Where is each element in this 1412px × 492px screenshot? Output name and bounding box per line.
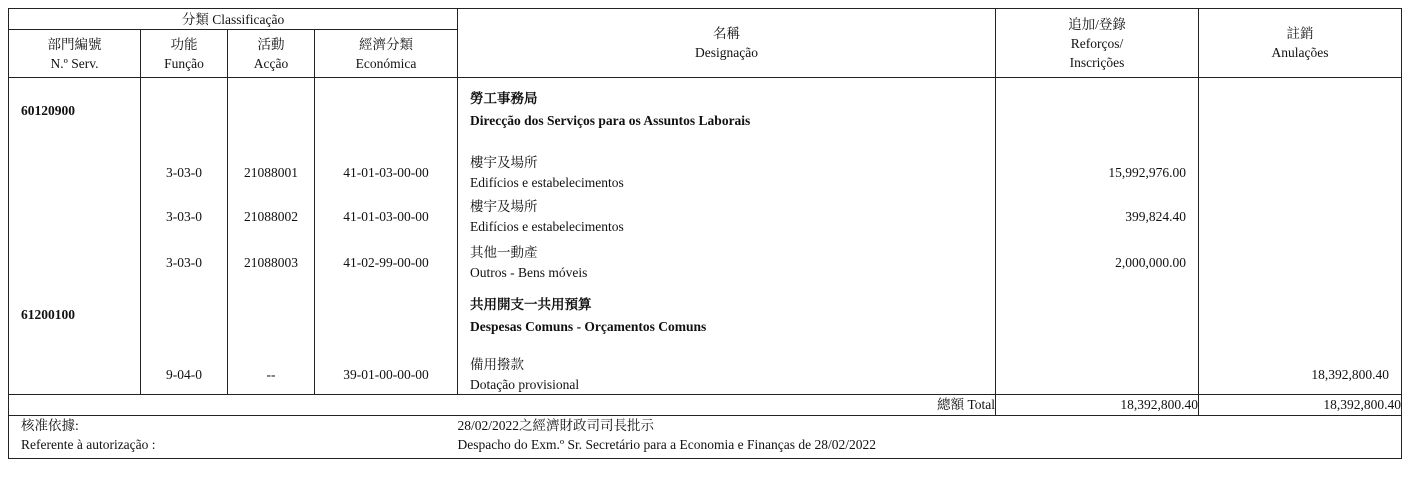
- designation-header: 名稱 Designação: [458, 9, 996, 78]
- reinforcement-amount: 399,824.40: [1125, 209, 1187, 224]
- budget-sheet: [8, 8, 1401, 480]
- function-code: 3-03-0: [166, 255, 202, 270]
- economic-code: 41-01-03-00-00: [343, 165, 429, 180]
- economic-header: 經濟分類 Económica: [315, 30, 458, 78]
- total-cancellations: 18,392,800.40: [1199, 395, 1402, 416]
- economic-code: 41-02-99-00-00: [343, 255, 429, 270]
- reinforcement-amount: 15,992,976.00: [1108, 165, 1187, 180]
- designation-zh: 共用開支一共用預算: [470, 297, 592, 312]
- designation-zh: 樓宇及場所: [470, 199, 538, 214]
- reinforcements-column: [996, 78, 1199, 395]
- designation-zh: 樓宇及場所: [470, 155, 538, 170]
- designation-zh: 備用撥款: [470, 357, 525, 372]
- dept-column: [9, 78, 141, 395]
- action-code: 21088002: [244, 209, 298, 224]
- classification-header: 分類 Classificação: [9, 9, 458, 30]
- function-column: [141, 78, 228, 395]
- designation-pt: Edifícios e estabelecimentos: [470, 175, 624, 190]
- reinforcement-amount: 2,000,000.00: [1115, 255, 1187, 270]
- authorization-label: 核准依據: Referente à autorização :: [9, 416, 458, 459]
- total-label: 總額 Total: [9, 395, 996, 416]
- dept-code: 60120900: [21, 103, 75, 118]
- function-header: 功能 Função: [141, 30, 228, 78]
- economic-code: 41-01-03-00-00: [343, 209, 429, 224]
- reinforcements-header: 追加/登錄 Reforços/ Inscrições: [996, 9, 1199, 78]
- designation-zh: 勞工事務局: [470, 91, 538, 106]
- dept-code: 61200100: [21, 307, 75, 322]
- designation-pt: Dotação provisional: [470, 377, 580, 392]
- designation-column: [458, 78, 996, 395]
- function-code: 9-04-0: [166, 367, 202, 382]
- function-code: 3-03-0: [166, 165, 202, 180]
- designation-pt: Despesas Comuns - Orçamentos Comuns: [470, 319, 707, 334]
- budget-table: [8, 8, 1402, 459]
- action-code: --: [266, 367, 276, 382]
- cancellation-amount: 18,392,800.40: [1311, 367, 1390, 382]
- total-reinforcements: 18,392,800.40: [996, 395, 1199, 416]
- designation-zh: 其他一動產: [470, 245, 538, 260]
- economic-code: 39-01-00-00-00: [343, 367, 429, 382]
- dept-header: 部門編號 N.º Serv.: [9, 30, 141, 78]
- authorization-text: 28/02/2022之經濟財政司司長批示 Despacho do Exm.º Sr. Secretário para a Economia e Finanças de 28/02/2022: [458, 416, 1402, 459]
- cancellations-column: [1199, 78, 1402, 395]
- action-header: 活動 Acção: [228, 30, 315, 78]
- designation-pt: Edifícios e estabelecimentos: [470, 219, 624, 234]
- action-code: 21088001: [244, 165, 298, 180]
- designation-pt: Outros - Bens móveis: [470, 265, 588, 280]
- function-code: 3-03-0: [166, 209, 202, 224]
- designation-pt: Direcção dos Serviços para os Assuntos Laborais: [470, 113, 751, 128]
- economic-column: [315, 78, 458, 395]
- action-code: 21088003: [244, 255, 298, 270]
- cancellations-header: 註銷 Anulações: [1199, 9, 1402, 78]
- action-column: [228, 78, 315, 395]
